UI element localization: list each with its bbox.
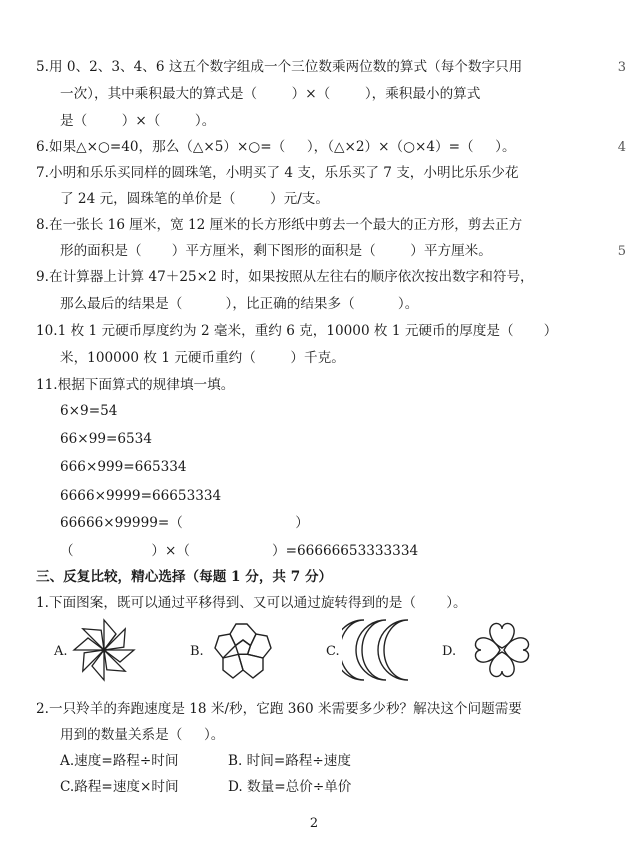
q10-line-2: 米，100000 枚 1 元硬币重约（ ）千克。 (60, 350, 345, 366)
side-number-3: 3 (617, 60, 626, 75)
s3-q2-option-b: B. 时间=路程÷速度 (228, 753, 351, 769)
q11-expr-5: 66666×99999=（ ） (60, 515, 309, 531)
option-b-label: B. (190, 644, 204, 659)
side-number-5: 5 (617, 244, 626, 259)
clover-hearts-figure (464, 612, 540, 688)
section-3-heading: 三、反复比较，精心选择（每题 1 分，共 7 分） (36, 569, 333, 585)
q5-line-2: 一次），其中乘积最大的算式是（ ）×（ ），乘积最小的算式 (60, 86, 481, 102)
q11-expr-4: 6666×9999=66653334 (60, 488, 222, 504)
q6-line-1: 6.如果△×○=40，那么（△×5）×○=（ ），（△×2）×（○×4）=（ ）。 (36, 139, 516, 155)
q9-line-2: 那么最后的结果是（ ），比正确的结果多（ ）。 (60, 296, 419, 312)
q11-expr-2: 66×99=6534 (60, 431, 152, 447)
crescents-figure (342, 614, 416, 686)
s3-q2-line-1: 2.一只羚羊的奔跑速度是 18 米/秒，它跑 360 米需要多少秒？解决这个问题需要 (36, 701, 522, 717)
s3-q1: 1.下面图案，既可以通过平移得到、又可以通过旋转得到的是（ ）。 (36, 595, 467, 611)
q7-line-2: 了 24 元，圆珠笔的单价是（ ）元/支。 (60, 191, 329, 207)
q5-line-1: 5.用 0、2、3、4、6 这五个数字组成一个三位数乘两位数的算式（每个数字只用 (36, 59, 523, 75)
q5-line-3: 是（ ）×（ ）。 (60, 113, 216, 129)
s3-q2-option-a: A.速度=路程÷时间 (60, 753, 179, 769)
q10-line-1: 10.1 枚 1 元硬币厚度约为 2 毫米，重约 6 克，10000 枚 1 元硬币的厚度是（ ） (36, 323, 558, 339)
q8-line-1: 8.在一张长 16 厘米，宽 12 厘米的长方形纸中剪去一个最大的正方形，剪去正方 (36, 217, 523, 233)
option-a-label: A. (54, 644, 68, 659)
q7-line-1: 7.小明和乐乐买同样的圆珠笔，小明买了 4 支，乐乐买了 7 支，小明比乐乐少花 (36, 165, 519, 181)
s3-q2-option-d: D. 数量=总价÷单价 (228, 779, 352, 795)
star-pentagon-figure (205, 612, 281, 688)
pinwheel-figure (68, 614, 140, 686)
s3-q2-option-c: C.路程=速度×时间 (60, 779, 179, 795)
q8-line-2: 形的面积是（ ）平方厘米，剩下图形的面积是（ ）平方厘米。 (60, 243, 492, 259)
q11-expr-6: （ ）×（ ）=66666653333334 (60, 543, 419, 559)
q11-title: 11.根据下面算式的规律填一填。 (36, 377, 235, 393)
option-c-label: C. (326, 644, 340, 659)
option-d-label: D. (442, 644, 457, 659)
q11-expr-1: 6×9=54 (60, 403, 118, 419)
side-number-4: 4 (617, 140, 626, 155)
q11-expr-3: 666×999=665334 (60, 459, 187, 475)
q9-line-1: 9.在计算器上计算 47＋25×2 时，如果按照从左往右的顺序依次按出数字和符号， (36, 269, 534, 285)
s3-q2-line-2: 用到的数量关系是（ ）。 (60, 727, 225, 743)
page-number: 2 (309, 816, 319, 831)
